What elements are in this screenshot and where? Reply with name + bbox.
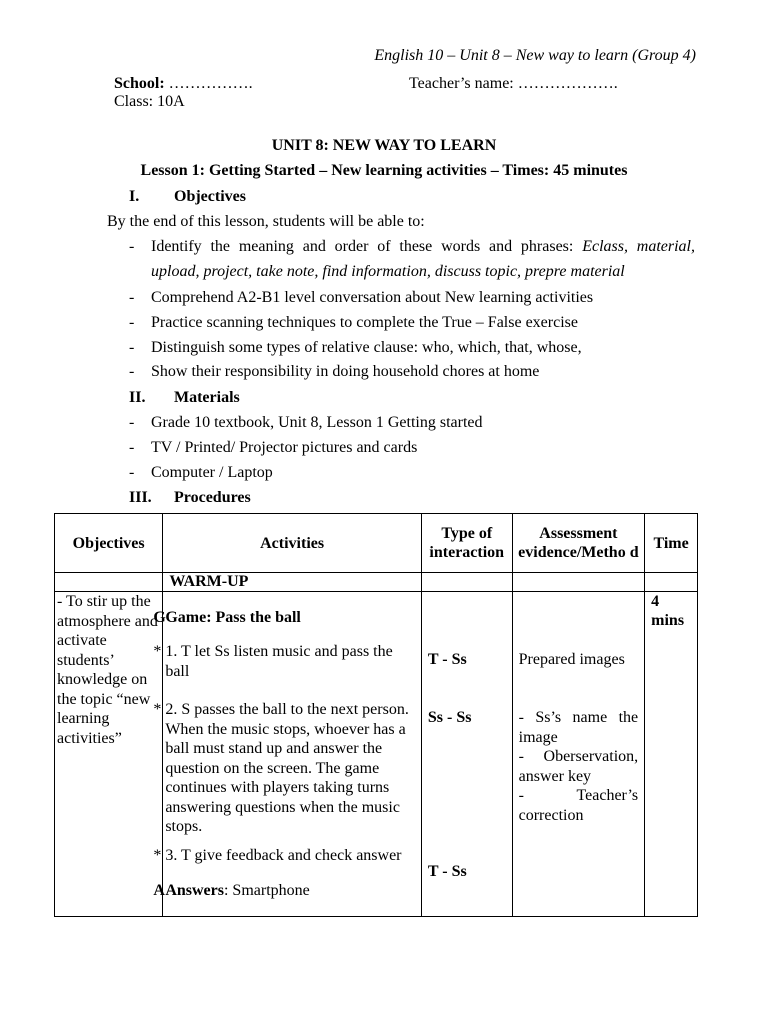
procedures-table — [54, 513, 698, 917]
stage-row — [55, 573, 698, 592]
col-objectives: Objectives — [55, 514, 163, 573]
col-activities: Activities — [163, 514, 422, 573]
bullet-dash: - — [129, 238, 135, 255]
interaction-type: T - Ss — [427, 863, 467, 880]
step-text: 1. T let Ss listen music and pass the ball — [165, 643, 393, 680]
objective-vocab-cont: upload, project, take note, find information, discuss topic, prepre material — [151, 263, 625, 280]
step-3 — [153, 846, 419, 866]
table-row — [55, 592, 698, 917]
answer-line — [153, 881, 419, 901]
step-marker: * — [153, 847, 162, 864]
objective-text: Show their responsibility in doing household chores at home — [151, 363, 540, 380]
objective-text: Practice scanning techniques to complete the True – False exercise — [151, 314, 578, 331]
course-header: English 10 – Unit 8 – New way to learn (Group 4) — [374, 47, 696, 64]
section-number: I. — [129, 188, 140, 205]
class-field: Class: 10A — [114, 93, 185, 110]
section-title: Materials — [174, 389, 240, 406]
answer-label: Answers — [165, 882, 224, 899]
step-text: 2. S passes the ball to the next person. When the music stops, whoever has a ball must stand up and answer the question on the screen. The game continues with players taking turns answering questions when the music stops. — [165, 701, 409, 835]
stage-empty — [645, 573, 698, 592]
bullet-dash: - — [129, 339, 135, 356]
assessment-item: - Teacher’s correction — [518, 787, 639, 824]
unit-title: UNIT 8: NEW WAY TO LEARN — [271, 137, 497, 154]
objective-cell — [55, 592, 166, 917]
assessment-content — [515, 592, 643, 916]
bullet-dash: - — [129, 439, 135, 456]
objective-item-line-2 — [151, 263, 625, 281]
stage-empty — [55, 573, 163, 592]
stage-empty — [512, 573, 645, 592]
interaction-content — [424, 592, 510, 916]
step-2 — [153, 700, 419, 837]
bullet-dash: - — [129, 363, 135, 380]
school-label: School: — [114, 75, 165, 92]
section-title: Procedures — [174, 489, 251, 506]
step-marker: * — [153, 643, 162, 660]
objective-cell-text: - To stir up the atmosphere and activate students’ knowledge on the topic “new learning activities” — [57, 593, 158, 747]
bullet-dash: - — [129, 464, 135, 481]
game-title — [153, 608, 419, 628]
bullet-dash: - — [129, 414, 135, 431]
step-text: 3. T give feedback and check answer — [165, 847, 402, 864]
assessment-item: - Ss’s name the image — [518, 709, 639, 746]
school-field — [114, 75, 253, 93]
stage-label: WARM-UP — [163, 573, 422, 592]
bullet-dash: - — [129, 289, 135, 306]
objective-vocab: Eclass, material, — [582, 238, 695, 255]
time-cell — [645, 592, 698, 917]
step-marker: * — [153, 701, 162, 718]
section-title: Objectives — [174, 188, 246, 205]
col-interaction: Type of interaction — [421, 514, 512, 573]
interaction-type: T - Ss — [427, 651, 467, 668]
stage-empty — [421, 573, 512, 592]
interaction-type: Ss - Ss — [427, 709, 472, 726]
teacher-field: Teacher’s name: ………………. — [409, 75, 618, 92]
assessment-item: Prepared images — [518, 651, 625, 668]
objectives-intro: By the end of this lesson, students will be able to: — [107, 213, 425, 230]
objective-item-line — [151, 238, 695, 256]
answer-value: : Smartphone — [223, 882, 310, 899]
objective-text: Comprehend A2-B1 level conversation about New learning activities — [151, 289, 594, 306]
answer-marker: A — [153, 882, 165, 899]
school-value: ……………. — [164, 75, 253, 92]
objective-text: Distinguish some types of relative clause: who, which, that, whose, — [151, 339, 582, 356]
step-1 — [153, 642, 419, 681]
game-name: Game: Pass the ball — [165, 609, 301, 626]
bullet-dash: - — [129, 314, 135, 331]
material-text: Grade 10 textbook, Unit 8, Lesson 1 Getting started — [151, 414, 483, 431]
assessment-item: - Oberservation, answer key — [518, 748, 639, 785]
activities-content — [153, 592, 419, 916]
col-time: Time — [645, 514, 698, 573]
lesson-title: Lesson 1: Getting Started – New learning activities – Times: 45 minutes — [140, 162, 628, 179]
assessment-cell — [512, 592, 645, 917]
activities-cell — [153, 592, 422, 917]
game-marker: G — [153, 609, 166, 626]
material-text: TV / Printed/ Projector pictures and cards — [151, 439, 418, 456]
time-value: 4 mins — [651, 593, 685, 629]
section-number: II. — [129, 389, 146, 406]
section-number: III. — [129, 489, 152, 506]
interaction-cell — [421, 592, 512, 917]
material-text: Computer / Laptop — [151, 464, 273, 481]
col-assessment: Assessment evidence/Metho d — [512, 514, 645, 573]
table-header-row — [55, 514, 698, 573]
objective-text: Identify the meaning and order of these words and phrases: — [151, 238, 583, 255]
